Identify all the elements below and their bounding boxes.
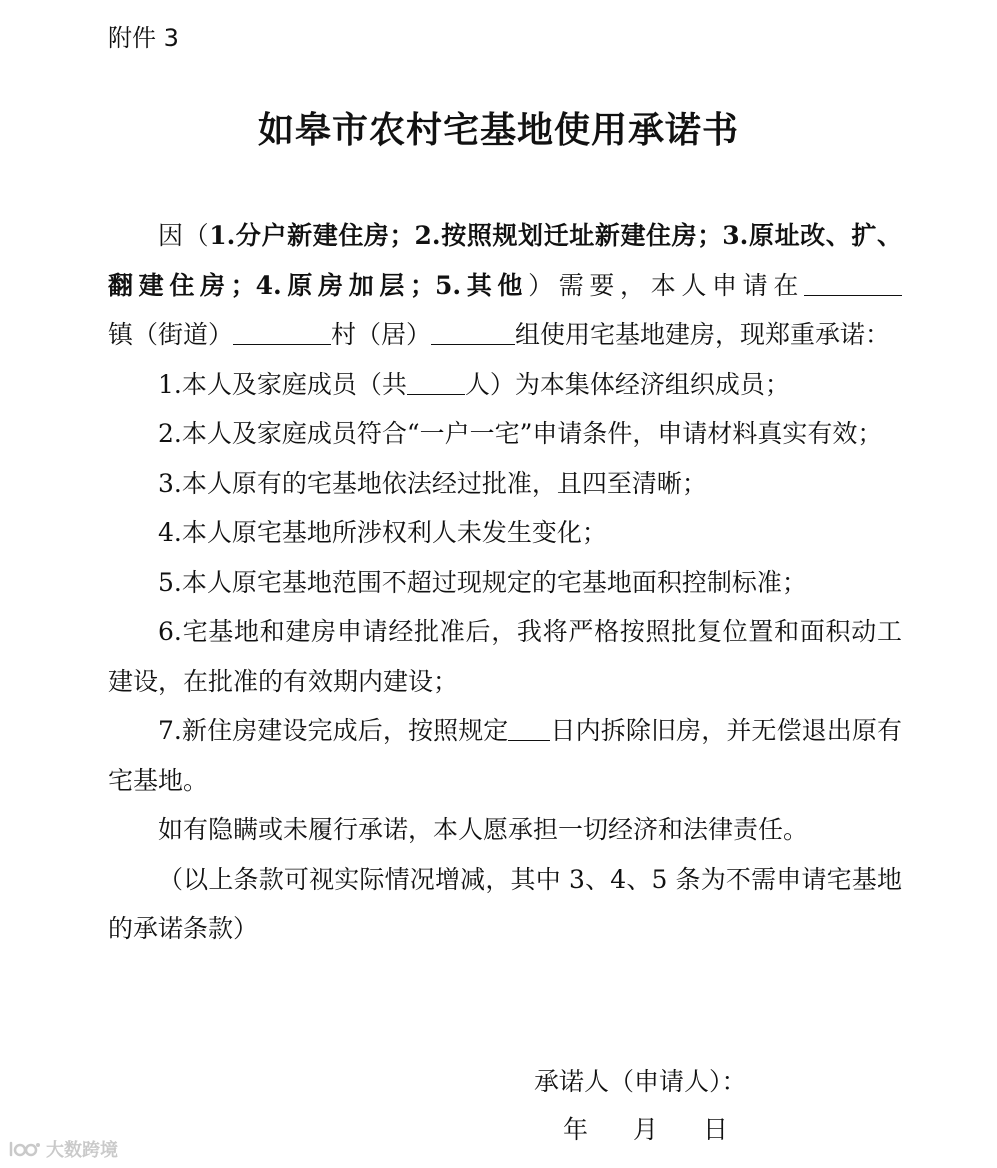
days-blank[interactable] [508, 712, 550, 741]
item-1 [108, 360, 902, 410]
date-year: 年 [563, 1115, 589, 1144]
document-title: 如皋市农村宅基地使用承诺书 [257, 109, 739, 151]
signature-label: 承诺人（申请人）： [534, 1067, 747, 1096]
intro-text-5: 组使用宅基地建房，现郑重承诺： [515, 320, 891, 349]
item-1-text-b: 人）为本集体经济组织成员； [464, 369, 790, 399]
date-day: 日 [703, 1115, 729, 1144]
household-count-blank[interactable] [407, 366, 465, 395]
attachment-label: 附件 3 [108, 24, 179, 52]
intro-paragraph [108, 211, 902, 360]
intro-text-4: 村（居） [331, 320, 432, 349]
group-blank[interactable] [431, 316, 515, 345]
date-line [563, 1110, 728, 1150]
intro-text-2: ）需要，本人申请在 [528, 270, 804, 300]
note-paragraph: （以上条款可视实际情况增减，其中 3、4、5 条为不需申请宅基地的承诺条款） [108, 864, 902, 943]
item-7-text-b: 日内拆除旧房，并无偿退出原有宅基地。 [108, 716, 902, 795]
intro-options: 1.分户新建住房；2.按照规划迁址新建住房；3.原址改、扩、翻建住房；4.原房加层；5.其他 [108, 221, 902, 300]
date-month: 月 [633, 1115, 659, 1144]
village-blank[interactable] [233, 316, 331, 345]
item-6: 6.宅基地和建房申请经批准后，我将严格按照批复位置和面积动工建设，在批准的有效期内建设； [108, 617, 902, 696]
document-body [108, 211, 902, 954]
item-7-text-a: 7.新住房建设完成后，按照规定 [158, 716, 509, 745]
item-5: 5.本人原宅基地范围不超过现规定的宅基地面积控制标准； [158, 567, 807, 597]
watermark-text: 大数跨境 [46, 1140, 118, 1161]
item-3: 3.本人原有的宅基地依法经过批准，且四至清晰； [158, 468, 707, 498]
item-7 [108, 706, 902, 805]
item-4: 4.本人原宅基地所涉权利人未发生变化； [158, 518, 607, 547]
intro-text-3: 镇（街道） [108, 320, 234, 349]
town-blank[interactable] [804, 267, 902, 296]
watermark [8, 1136, 118, 1162]
item-2: 2.本人及家庭成员符合“一户一宅”申请条件，申请材料真实有效； [158, 419, 883, 448]
closing-statement: 如有隐瞒或未履行承诺，本人愿承担一切经济和法律责任。 [158, 815, 809, 844]
item-1-text-a: 1.本人及家庭成员（共 [158, 369, 407, 399]
watermark-logo-icon [8, 1139, 42, 1159]
intro-text-1: 因（ [158, 221, 210, 250]
